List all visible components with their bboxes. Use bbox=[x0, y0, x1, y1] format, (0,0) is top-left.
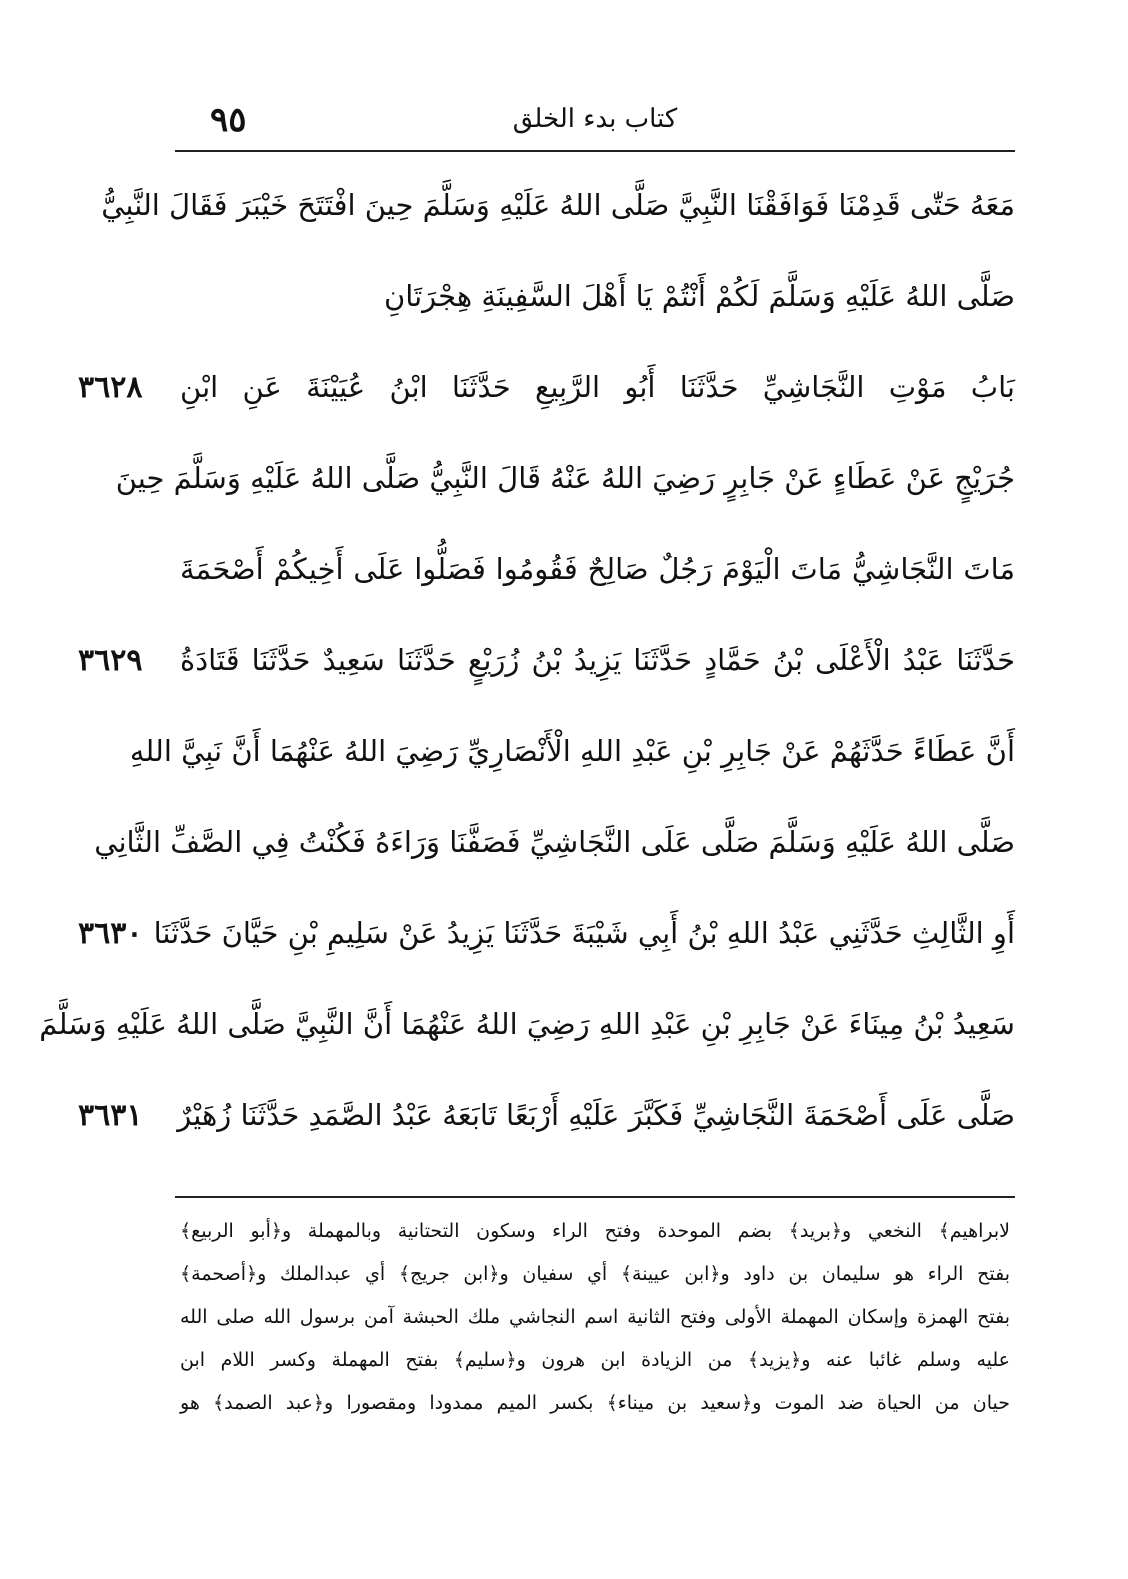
footnote-line: حيان من الحياة ضد الموت و﴿سعيد بن ميناء﴾ بكسر الميم ممدودا ومقصورا و﴿عبد الصمد﴾ هو bbox=[180, 1392, 1010, 1414]
text-line: أَوِ الثَّالِثِ حَدَّثَنِي عَبْدُ اللهِ بْنُ أَبِي شَيْبَةَ حَدَّثَنَا يَزِيدُ عَنْ سَلِيمِ بْنِ حَيَّانَ حَدَّثَنَا bbox=[153, 916, 1015, 950]
hadith-number: ٣٦٢٩ bbox=[78, 643, 143, 678]
footnote-line: بفتح الراء هو سليمان بن داود و﴿ابن عيينة﴾ أي سفيان و﴿ابن جريج﴾ أي عبدالملك و﴿أصحمة﴾ bbox=[180, 1263, 1010, 1285]
text-line: مَعَهُ حَتّٰى قَدِمْنَا فَوَافَقْنَا النَّبِيَّ صَلَّى اللهُ عَلَيْهِ وَسَلَّمَ حِينَ افْتَتَحَ خَيْبَرَ فَقَالَ النَّبِيُّ bbox=[101, 188, 1015, 222]
footnote-divider bbox=[175, 1196, 1015, 1198]
header-divider bbox=[175, 150, 1015, 152]
hadith-number: ٣٦٣٠ bbox=[78, 916, 143, 951]
page-number: ٩٥ bbox=[210, 100, 247, 140]
text-line: مَاتَ النَّجَاشِيُّ مَاتَ الْيَوْمَ رَجُلٌ صَالِحٌ فَقُومُوا فَصَلُّوا عَلَى أَخِيكُمْ أَصْحَمَةَ bbox=[180, 552, 1015, 586]
footnote-line: عليه وسلم غائبا عنه و﴿يزيد﴾ من الزيادة ابن هرون و﴿سليم﴾ بفتح المهملة وكسر اللام ابن bbox=[180, 1349, 1010, 1371]
text-line: صَلَّى اللهُ عَلَيْهِ وَسَلَّمَ لَكُمْ أَنْتُمْ يَا أَهْلَ السَّفِينَةِ هِجْرَتَانِ bbox=[383, 279, 1015, 313]
footnote-block bbox=[180, 1210, 1010, 1425]
hadith-number: ٣٦٣١ bbox=[78, 1098, 143, 1133]
page-header bbox=[175, 100, 1015, 150]
running-title: كتاب بدء الخلق bbox=[512, 104, 678, 134]
hadith-number: ٣٦٢٨ bbox=[78, 370, 143, 405]
text-line: حَدَّثَنَا عَبْدُ الْأَعْلَى بْنُ حَمَّادٍ حَدَّثَنَا يَزِيدُ بْنُ زُرَيْعٍ حَدَّثَنَا سَعِيدٌ حَدَّثَنَا قَتَادَةُ bbox=[180, 643, 1015, 677]
text-line: جُرَيْجٍ عَنْ عَطَاءٍ عَنْ جَابِرٍ رَضِيَ اللهُ عَنْهُ قَالَ النَّبِيُّ صَلَّى اللهُ عَلَيْهِ وَسَلَّمَ حِينَ bbox=[115, 461, 1015, 495]
footnote-line: بفتح الهمزة وإسكان المهملة الأولى وفتح الثانية اسم النجاشي ملك الحبشة آمن برسول الله صلى الله bbox=[180, 1306, 1010, 1328]
text-line: سَعِيدُ بْنُ مِينَاءَ عَنْ جَابِرِ بْنِ عَبْدِ اللهِ رَضِيَ اللهُ عَنْهُمَا أَنَّ النَّبِيَّ صَلَّى اللهُ عَلَيْهِ وَسَلَّمَ bbox=[39, 1007, 1015, 1041]
text-line: صَلَّى عَلَى أَصْحَمَةَ النَّجَاشِيِّ فَكَبَّرَ عَلَيْهِ أَرْبَعًا تَابَعَهُ عَبْدُ الصَّمَدِ حَدَّثَنَا زُهَيْرٌ bbox=[177, 1098, 1015, 1132]
text-line: أَنَّ عَطَاءً حَدَّثَهُمْ عَنْ جَابِرِ بْنِ عَبْدِ اللهِ الْأَنْصَارِيِّ رَضِيَ اللهُ عَنْهُمَا أَنَّ نَبِيَّ اللهِ bbox=[129, 734, 1015, 768]
text-line: صَلَّى اللهُ عَلَيْهِ وَسَلَّمَ صَلَّى عَلَى النَّجَاشِيِّ فَصَفَّنَا وَرَاءَهُ فَكُنْتُ فِي الصَّفِّ الثَّانِي bbox=[94, 825, 1015, 859]
text-line: بَابُ مَوْتِ النَّجَاشِيِّ حَدَّثَنَا أَبُو الرَّبِيعِ حَدَّثَنَا ابْنُ عُيَيْنَةَ عَنِ ابْنِ bbox=[180, 370, 1015, 404]
footnote-line: لابراهيم﴾ النخعي و﴿بريد﴾ بضم الموحدة وفتح الراء وسكون التحتانية وبالمهملة و﴿أبو الربيع﴾ bbox=[180, 1220, 1010, 1242]
